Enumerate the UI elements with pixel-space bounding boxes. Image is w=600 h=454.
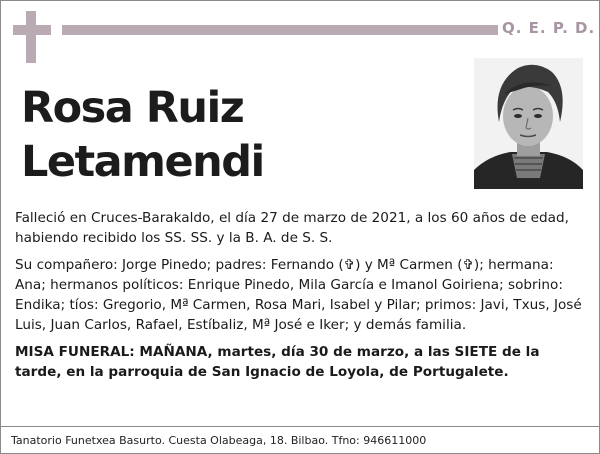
cross-icon-arm xyxy=(13,25,51,35)
funeral-home-info: Tanatorio Funetxea Basurto. Cuesta Olabeaga, 18. Bilbao. Tfno: 946611000 xyxy=(11,434,427,447)
portrait-photo xyxy=(474,58,583,189)
deceased-name xyxy=(21,81,264,189)
deceased-name-line-1: Rosa Ruiz xyxy=(21,83,244,133)
family-list: Su compañero: Jorge Pinedo; padres: Fernando (✞) y Mª Carmen (✞); hermana: Ana; hermanos políticos: Enrique Pinedo, Mila García e Imanol Goiriena; sobrino: Endika; tíos: Gregorio, Mª Carmen, Rosa Mari, Isabel y Pilar; primos: Javi, Txus, José Luis, Juan Carlos, Rafael, Estíbaliz, Mª José e Iker; y demás familia. xyxy=(15,256,582,334)
portrait-illustration xyxy=(474,58,583,189)
funeral-mass: MISA FUNERAL: MAÑANA, martes, día 30 de marzo, a las SIETE de la tarde, en la parroquia de San Ignacio de Loyola, de Portugalete. xyxy=(15,343,540,381)
qepd-label: Q. E. P. D. xyxy=(502,19,596,37)
cross-icon xyxy=(26,11,36,63)
header-bar xyxy=(62,25,498,35)
deceased-name-line-2: Letamendi xyxy=(21,137,264,187)
death-details: Falleció en Cruces-Barakaldo, el día 27 de marzo de 2021, a los 60 años de edad, habiendo recibido los SS. SS. y la B. A. de S. S. xyxy=(15,210,569,247)
footer-divider xyxy=(1,426,599,427)
notice-body xyxy=(15,208,587,388)
